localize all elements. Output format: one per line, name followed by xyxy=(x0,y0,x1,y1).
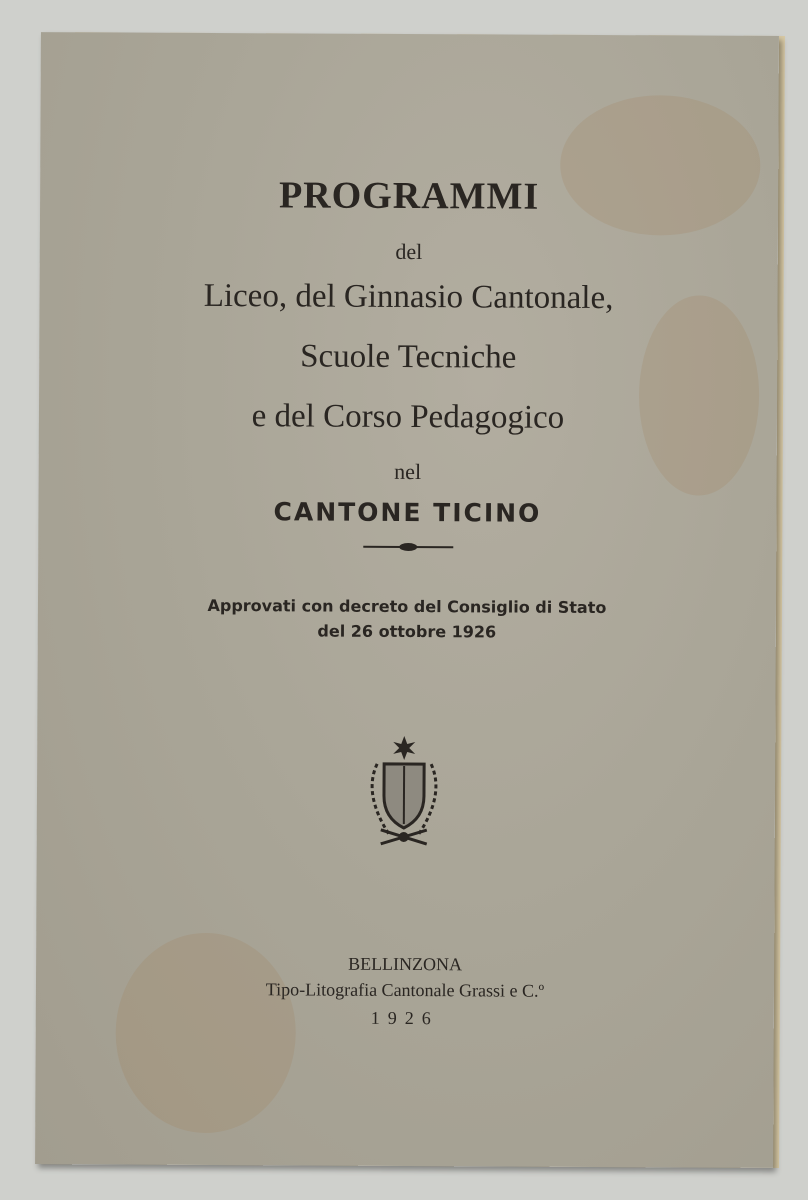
publisher-city: BELLINZONA xyxy=(348,953,463,975)
cover-title: PROGRAMMI xyxy=(278,174,540,218)
ornamental-rule xyxy=(363,546,453,548)
cover-nel: nel xyxy=(394,458,422,485)
approval-line-1: Approvati con decreto del Consiglio di Stato xyxy=(207,595,607,618)
cover-line-1: Liceo, del Ginnasio Cantonale, xyxy=(203,277,614,317)
cover-canton: CANTONE TICINO xyxy=(273,497,542,528)
coat-of-arms-icon xyxy=(359,734,450,850)
cover-del: del xyxy=(395,238,423,265)
approval-line-2: del 26 ottobre 1926 xyxy=(317,621,497,642)
cover-line-2: Scuole Tecniche xyxy=(300,338,517,376)
booklet-cover xyxy=(35,32,779,1168)
publisher-name: Tipo-Litografia Cantonale Grassi e C.º xyxy=(265,979,545,1001)
publication-year: 1926 xyxy=(370,1007,439,1029)
cover-line-3: e del Corso Pedagogico xyxy=(251,398,565,436)
